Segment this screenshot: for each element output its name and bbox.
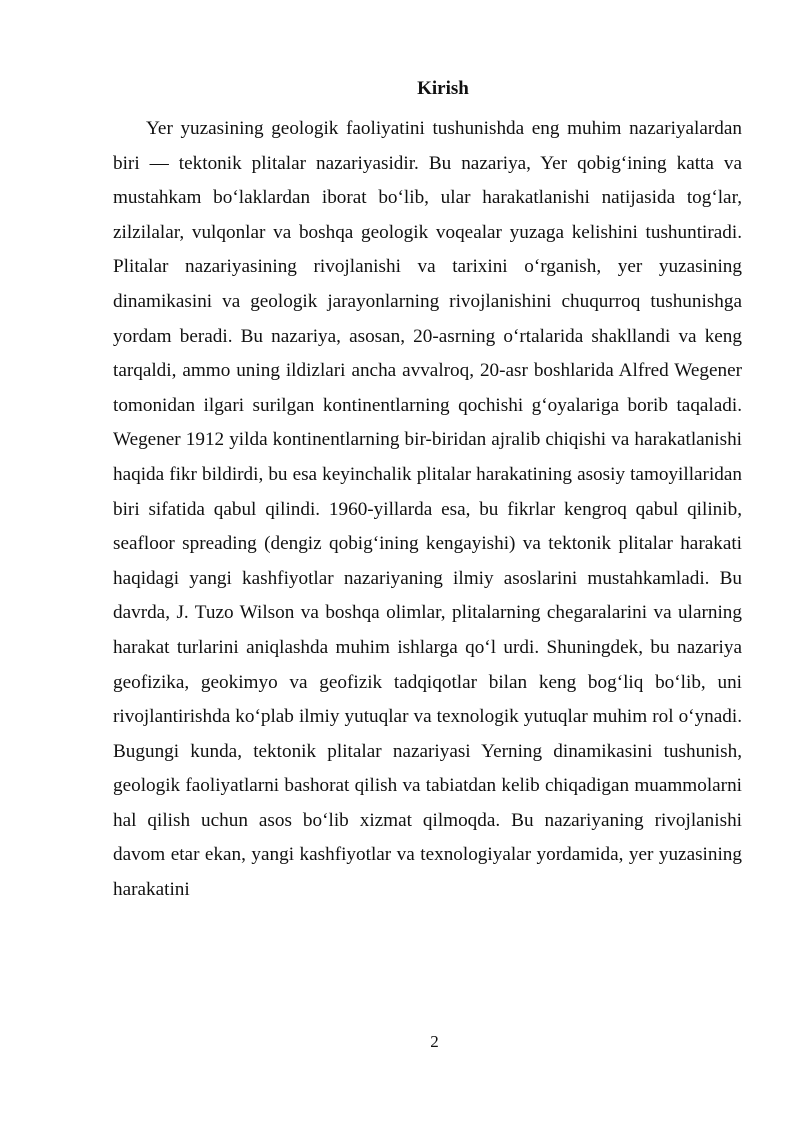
body-paragraph: Yer yuzasining geologik faoliyatini tushunishda eng muhim nazariyalardan biri — tektonik plitalar nazariyasidir. Bu nazariya, Yer qobig‘ining katta va mustahkam bo‘laklardan iborat bo‘lib, ular harakatlanishi natijasida tog‘lar, zilzilalar, vulqonlar va boshqa geologik voqealar yuzaga kelishini tushuntiradi. Plitalar nazariyasining rivojlanishi va tarixini o‘rganish, yer yuzasining dinamikasini va geologik jarayonlarning rivojlanishini chuqurroq tushunishga yordam beradi. Bu nazariya, asosan, 20-asrning o‘rtalarida shakllandi va keng tarqaldi, ammo uning ildizlari ancha avvalroq, 20-asr boshlarida Alfred Wegener tomonidan ilgari surilgan kontinentlarning qochishi g‘oyalariga borib taqaladi. Wegener 1912 yilda kontinentlarning bir-biridan ajralib chiqishi va harakatlanishi haqida fikr bildirdi, bu esa keyinchalik plitalar harakatining asosiy tamoyillaridan biri sifatida qabul qilindi. 1960-yillarda esa, bu fikrlar kengroq qabul qilinib, seafloor spreading (dengiz qobig‘ining kengayishi) va tektonik plitalar harakati haqidagi yangi kashfiyotlar nazariyaning ilmiy asoslarini mustahkamladi. Bu davrda, J. Tuzo Wilson va boshqa olimlar, plitalarning chegaralarini va ularning harakat turlarini aniqlashda muhim ishlarga qo‘l urdi. Shuningdek, bu nazariya geofizika, geokimyo va geofizik tadqiqotlar bilan keng bog‘liq bo‘lib, uni rivojlantirishda ko‘plab ilmiy yutuqlar va texnologik yutuqlar muhim rol o‘ynadi. Bugungi kunda, tektonik plitalar nazariyasi Yerning dinamikasini tushunish, geologik faoliyatlarni bashorat qilish va tabiatdan kelib chiqadigan muammolarni hal qilish uchun asos bo‘lib xizmat qilmoqda. Bu nazariyaning rivojlanishi davom etar ekan, yangi kashfiyotlar va texnologiyalar yordamida, yer yuzasining harakatini (113, 118, 742, 901)
section-title: Kirish (417, 78, 469, 99)
page-number: 2 (430, 1032, 439, 1051)
